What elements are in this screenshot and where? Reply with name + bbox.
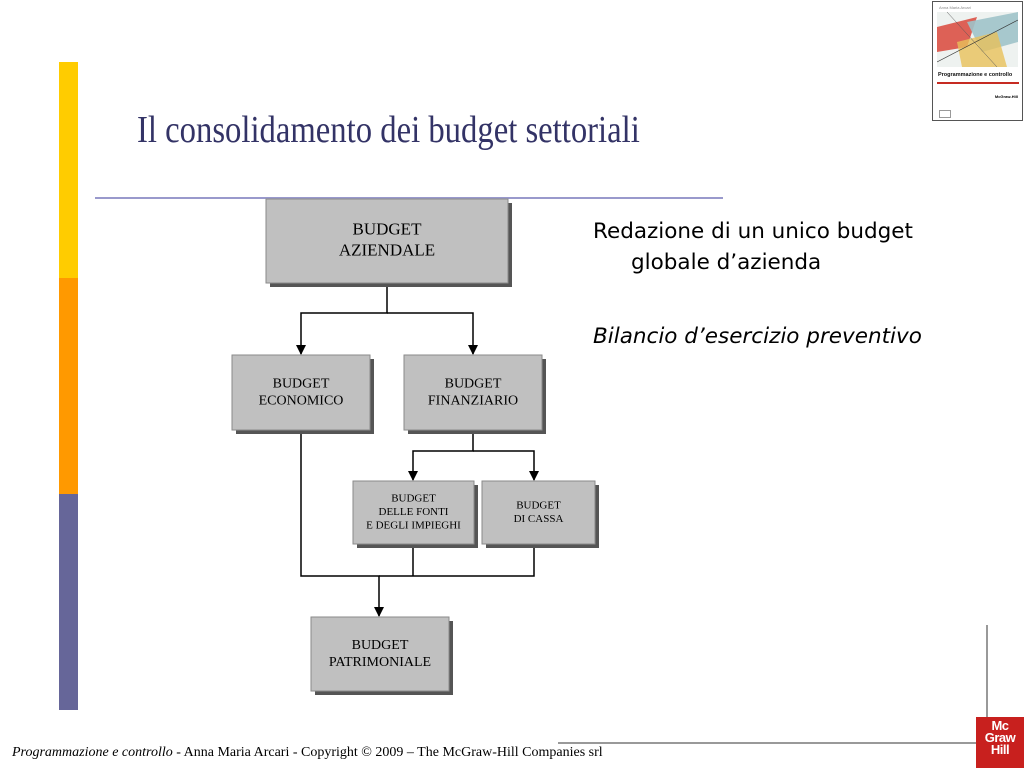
footer-credits: - Anna Maria Arcari - Copyright © 2009 – The McGraw-Hill Companies srl bbox=[172, 745, 603, 760]
node-label-line: DI CASSA bbox=[513, 512, 564, 525]
logo-line: Hill bbox=[990, 742, 1010, 757]
node-label-line: ECONOMICO bbox=[258, 393, 344, 409]
book-cover-title: Programmazione e controllo bbox=[938, 72, 1013, 78]
logo-line: Mc bbox=[991, 718, 1009, 733]
footer-copyright bbox=[12, 745, 603, 761]
book-cover-author: Anna Maria Arcari bbox=[939, 5, 971, 10]
slide-title: Il consolidamento dei budget settoriali bbox=[137, 109, 640, 151]
book-cover-publisher: McGraw-Hill bbox=[994, 94, 1018, 99]
node-label-line: BUDGET bbox=[352, 219, 422, 239]
bullet-point-2: Bilancio d’esercizio preventivo bbox=[593, 324, 922, 349]
mcgraw-hill-logo bbox=[976, 717, 1024, 768]
node-label-line: FINANZIARIO bbox=[427, 393, 519, 409]
node-label-line: BUDGET bbox=[444, 376, 502, 392]
node-label-line: PATRIMONIALE bbox=[328, 654, 432, 670]
logo-line: Graw bbox=[984, 730, 1016, 745]
bullet-point-1-line-2: globale d’azienda bbox=[631, 250, 822, 275]
node-label-line: BUDGET bbox=[351, 637, 409, 653]
bullet-point-1-line-1: Redazione di un unico budget bbox=[593, 219, 913, 244]
footer-book-title: Programmazione e controllo bbox=[12, 745, 173, 760]
node-label-line: BUDGET bbox=[516, 499, 561, 512]
node-label-line: DELLE FONTI bbox=[378, 506, 449, 519]
node-label-line: AZIENDALE bbox=[338, 240, 436, 260]
node-label-line: BUDGET bbox=[272, 376, 330, 392]
node-label-line: BUDGET bbox=[391, 492, 436, 505]
node-label-line: E DEGLI IMPIEGHI bbox=[366, 519, 461, 532]
